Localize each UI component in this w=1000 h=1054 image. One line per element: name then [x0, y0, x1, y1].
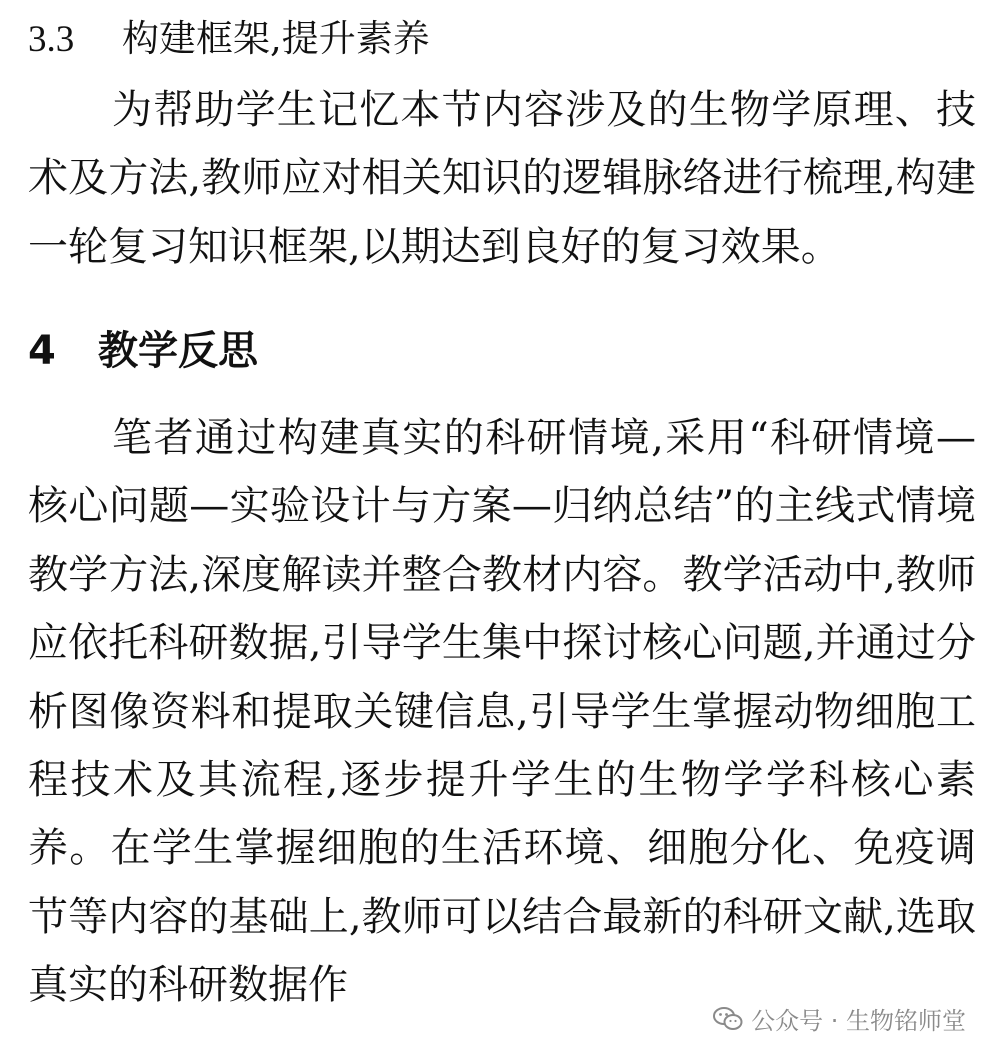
wechat-icon: [713, 1006, 743, 1032]
section-3-3-paragraph: 为帮助学生记忆本节内容涉及的生物学原理、技术及方法,教师应对相关知识的逻辑脉络进行梳理,构建一轮复习知识框架,以期达到良好的复习效果。: [28, 87, 976, 270]
section-4-heading: [28, 324, 258, 378]
watermark-text: 公众号 · 生物铭师堂: [751, 1007, 966, 1035]
section-4-paragraph: 笔者通过构建真实的科研情境,采用“科研情境—核心问题—实验设计与方案—归纳总结”的主线式情境教学方法,深度解读并整合教材内容。教学活动中,教师应依托科研数据,引导学生集中探讨核心问题,并通过分析图像资料和提取关键信息,引导学生掌握动物细胞工程技术及其流程,逐步提升学生的生物学学科核心素养。在学生掌握细胞的生活环境、细胞分化、免疫调节等内容的基础上,教师可以结合最新的科研文献,选取真实的科研数据作: [28, 415, 976, 1009]
section-3-3-number: 3.3: [28, 19, 75, 60]
section-3-3-title: 构建框架,提升素养: [122, 17, 430, 60]
section-3-3-heading: [28, 14, 430, 65]
section-4-number: 4: [28, 328, 56, 374]
watermark: [709, 999, 970, 1038]
section-4-title: 教学反思: [98, 328, 258, 374]
